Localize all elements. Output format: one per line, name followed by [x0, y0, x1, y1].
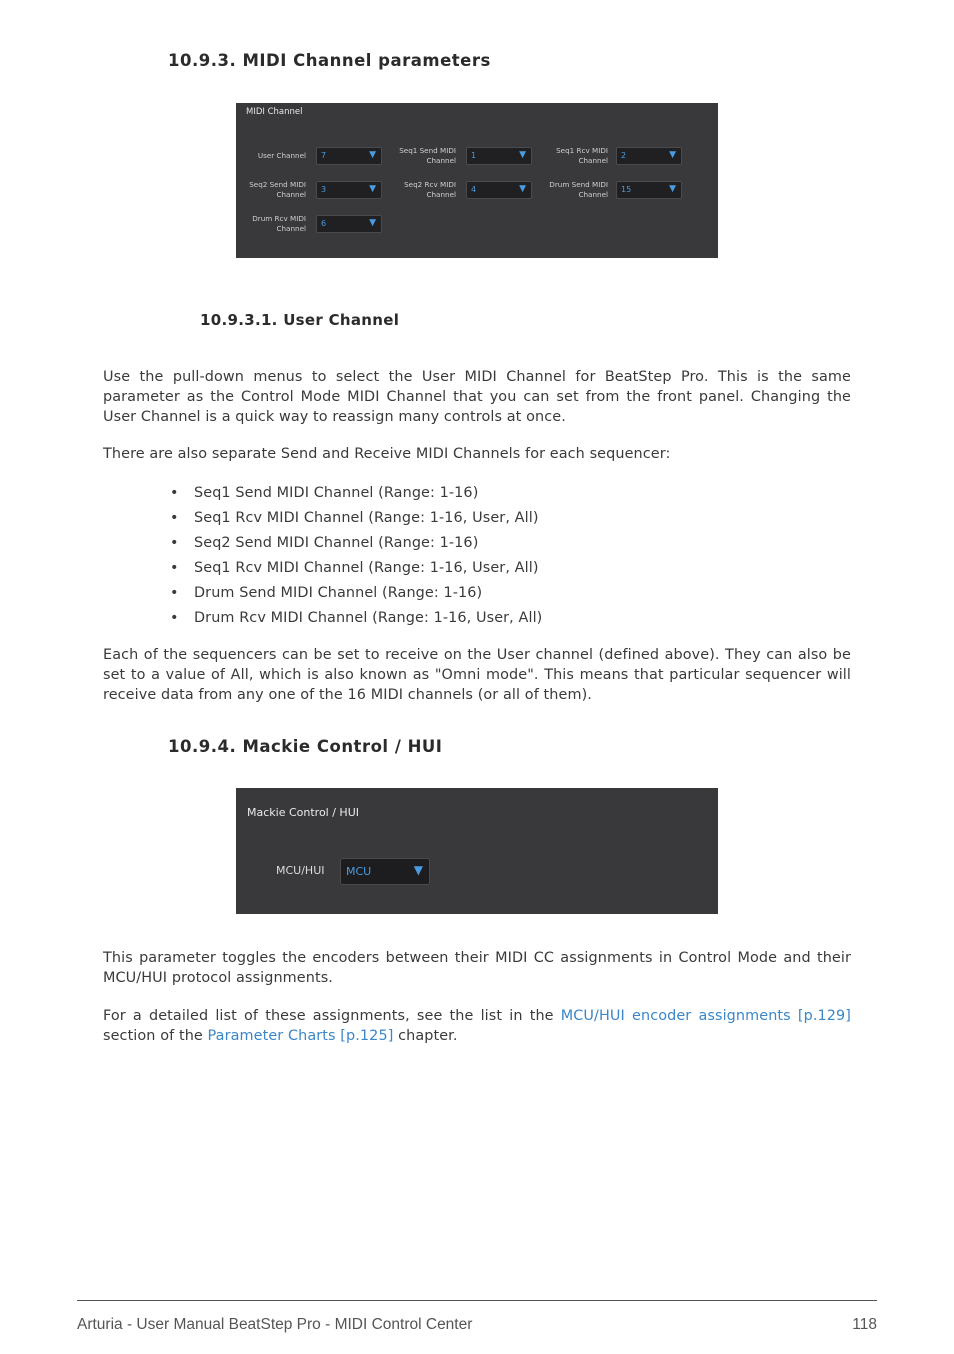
channel-bullet-list: [168, 481, 542, 631]
page-number: 118: [852, 1316, 877, 1333]
panel-title: Mackie Control / HUI: [247, 806, 359, 819]
select-value: 6: [321, 219, 327, 228]
field-label-seq2-rcv: Seq2 Rcv MIDI Channel: [404, 180, 456, 199]
mcu-hui-select[interactable]: [340, 858, 430, 885]
select-value: 4: [471, 185, 477, 194]
section-heading-user-channel: 10.9.3.1. User Channel: [200, 311, 400, 329]
chevron-down-icon: ▼: [519, 150, 526, 160]
select-value: 15: [621, 185, 632, 194]
field-label-seq1-send: Seq1 Send MIDI Channel: [399, 146, 456, 165]
list-item: • Seq2 Send MIDI Channel (Range: 1-16): [170, 535, 479, 551]
list-item: • Seq1 Send MIDI Channel (Range: 1-16): [170, 485, 479, 501]
drum-rcv-select[interactable]: [316, 215, 382, 233]
field-label-seq2-send: Seq2 Send MIDI Channel: [249, 180, 306, 199]
link-mcu-hui-encoder-assignments[interactable]: MCU/HUI encoder assignments [p.129]: [560, 1008, 851, 1024]
seq1-send-select[interactable]: [466, 147, 532, 165]
section-heading-mackie: 10.9.4. Mackie Control / HUI: [168, 737, 443, 756]
footer-divider: [77, 1300, 877, 1301]
user-channel-select[interactable]: [316, 147, 382, 165]
chevron-down-icon: ▼: [669, 150, 676, 160]
field-label-seq1-rcv: Seq1 Rcv MIDI Channel: [556, 146, 608, 165]
footer-title: Arturia - User Manual BeatStep Pro - MIDI Control Center: [77, 1316, 473, 1333]
chevron-down-icon: ▼: [519, 184, 526, 194]
section-heading-midi-channel: 10.9.3. MIDI Channel parameters: [168, 51, 491, 70]
select-value: 7: [321, 151, 327, 160]
drum-send-select[interactable]: [616, 181, 682, 199]
seq1-rcv-select[interactable]: [616, 147, 682, 165]
seq2-rcv-select[interactable]: [466, 181, 532, 199]
paragraph-mackie-reference: For a detailed list of these assignments, see the list in the MCU/HUI encoder assignments [p.129] section of the Parameter Charts [p.125] chapter.: [103, 1008, 851, 1044]
seq2-send-select[interactable]: [316, 181, 382, 199]
list-item: • Seq1 Rcv MIDI Channel (Range: 1-16, User, All): [170, 510, 539, 526]
field-label-drum-send: Drum Send MIDI Channel: [549, 180, 608, 199]
field-label-drum-rcv: Drum Rcv MIDI Channel: [252, 214, 306, 233]
paragraph-user-channel-intro: Use the pull-down menus to select the User MIDI Channel for BeatStep Pro. This is the same parameter as the Control Mode MIDI Channel that you can set from the front panel. Changing the User Channel is a quick way to reassign many controls at once.: [103, 369, 851, 425]
select-value: 2: [621, 151, 627, 160]
mcu-hui-label: MCU/HUI: [276, 864, 325, 877]
paragraph-send-receive: There are also separate Send and Receive MIDI Channels for each sequencer:: [103, 446, 671, 462]
panel-title: MIDI Channel: [246, 107, 303, 117]
list-item: • Drum Rcv MIDI Channel (Range: 1-16, User, All): [170, 610, 543, 626]
paragraph-omni-mode: Each of the sequencers can be set to receive on the User channel (defined above). They can also be set to a value of All, which is also known as "Omni mode". This means that particular sequencer will receive data from any one of the 16 MIDI channels (or all of them).: [103, 647, 851, 703]
select-value: MCU: [346, 865, 372, 878]
chevron-down-icon: ▼: [369, 150, 376, 160]
select-value: 1: [471, 151, 477, 160]
chevron-down-icon: ▼: [369, 184, 376, 194]
mackie-control-panel: [236, 788, 718, 914]
field-label-user-channel: User Channel: [257, 151, 306, 160]
chevron-down-icon: ▼: [369, 218, 376, 228]
midi-channel-panel: [236, 103, 718, 258]
list-item: • Seq1 Rcv MIDI Channel (Range: 1-16, User, All): [170, 560, 539, 576]
list-item: • Drum Send MIDI Channel (Range: 1-16): [170, 585, 483, 601]
paragraph-mackie-intro: This parameter toggles the encoders between their MIDI CC assignments in Control Mode and their MCU/HUI protocol assignments.: [103, 950, 851, 986]
chevron-down-icon: ▼: [669, 184, 676, 194]
select-value: 3: [321, 185, 327, 194]
link-parameter-charts[interactable]: Parameter Charts [p.125]: [207, 1028, 394, 1044]
chevron-down-icon: ▼: [413, 863, 423, 877]
